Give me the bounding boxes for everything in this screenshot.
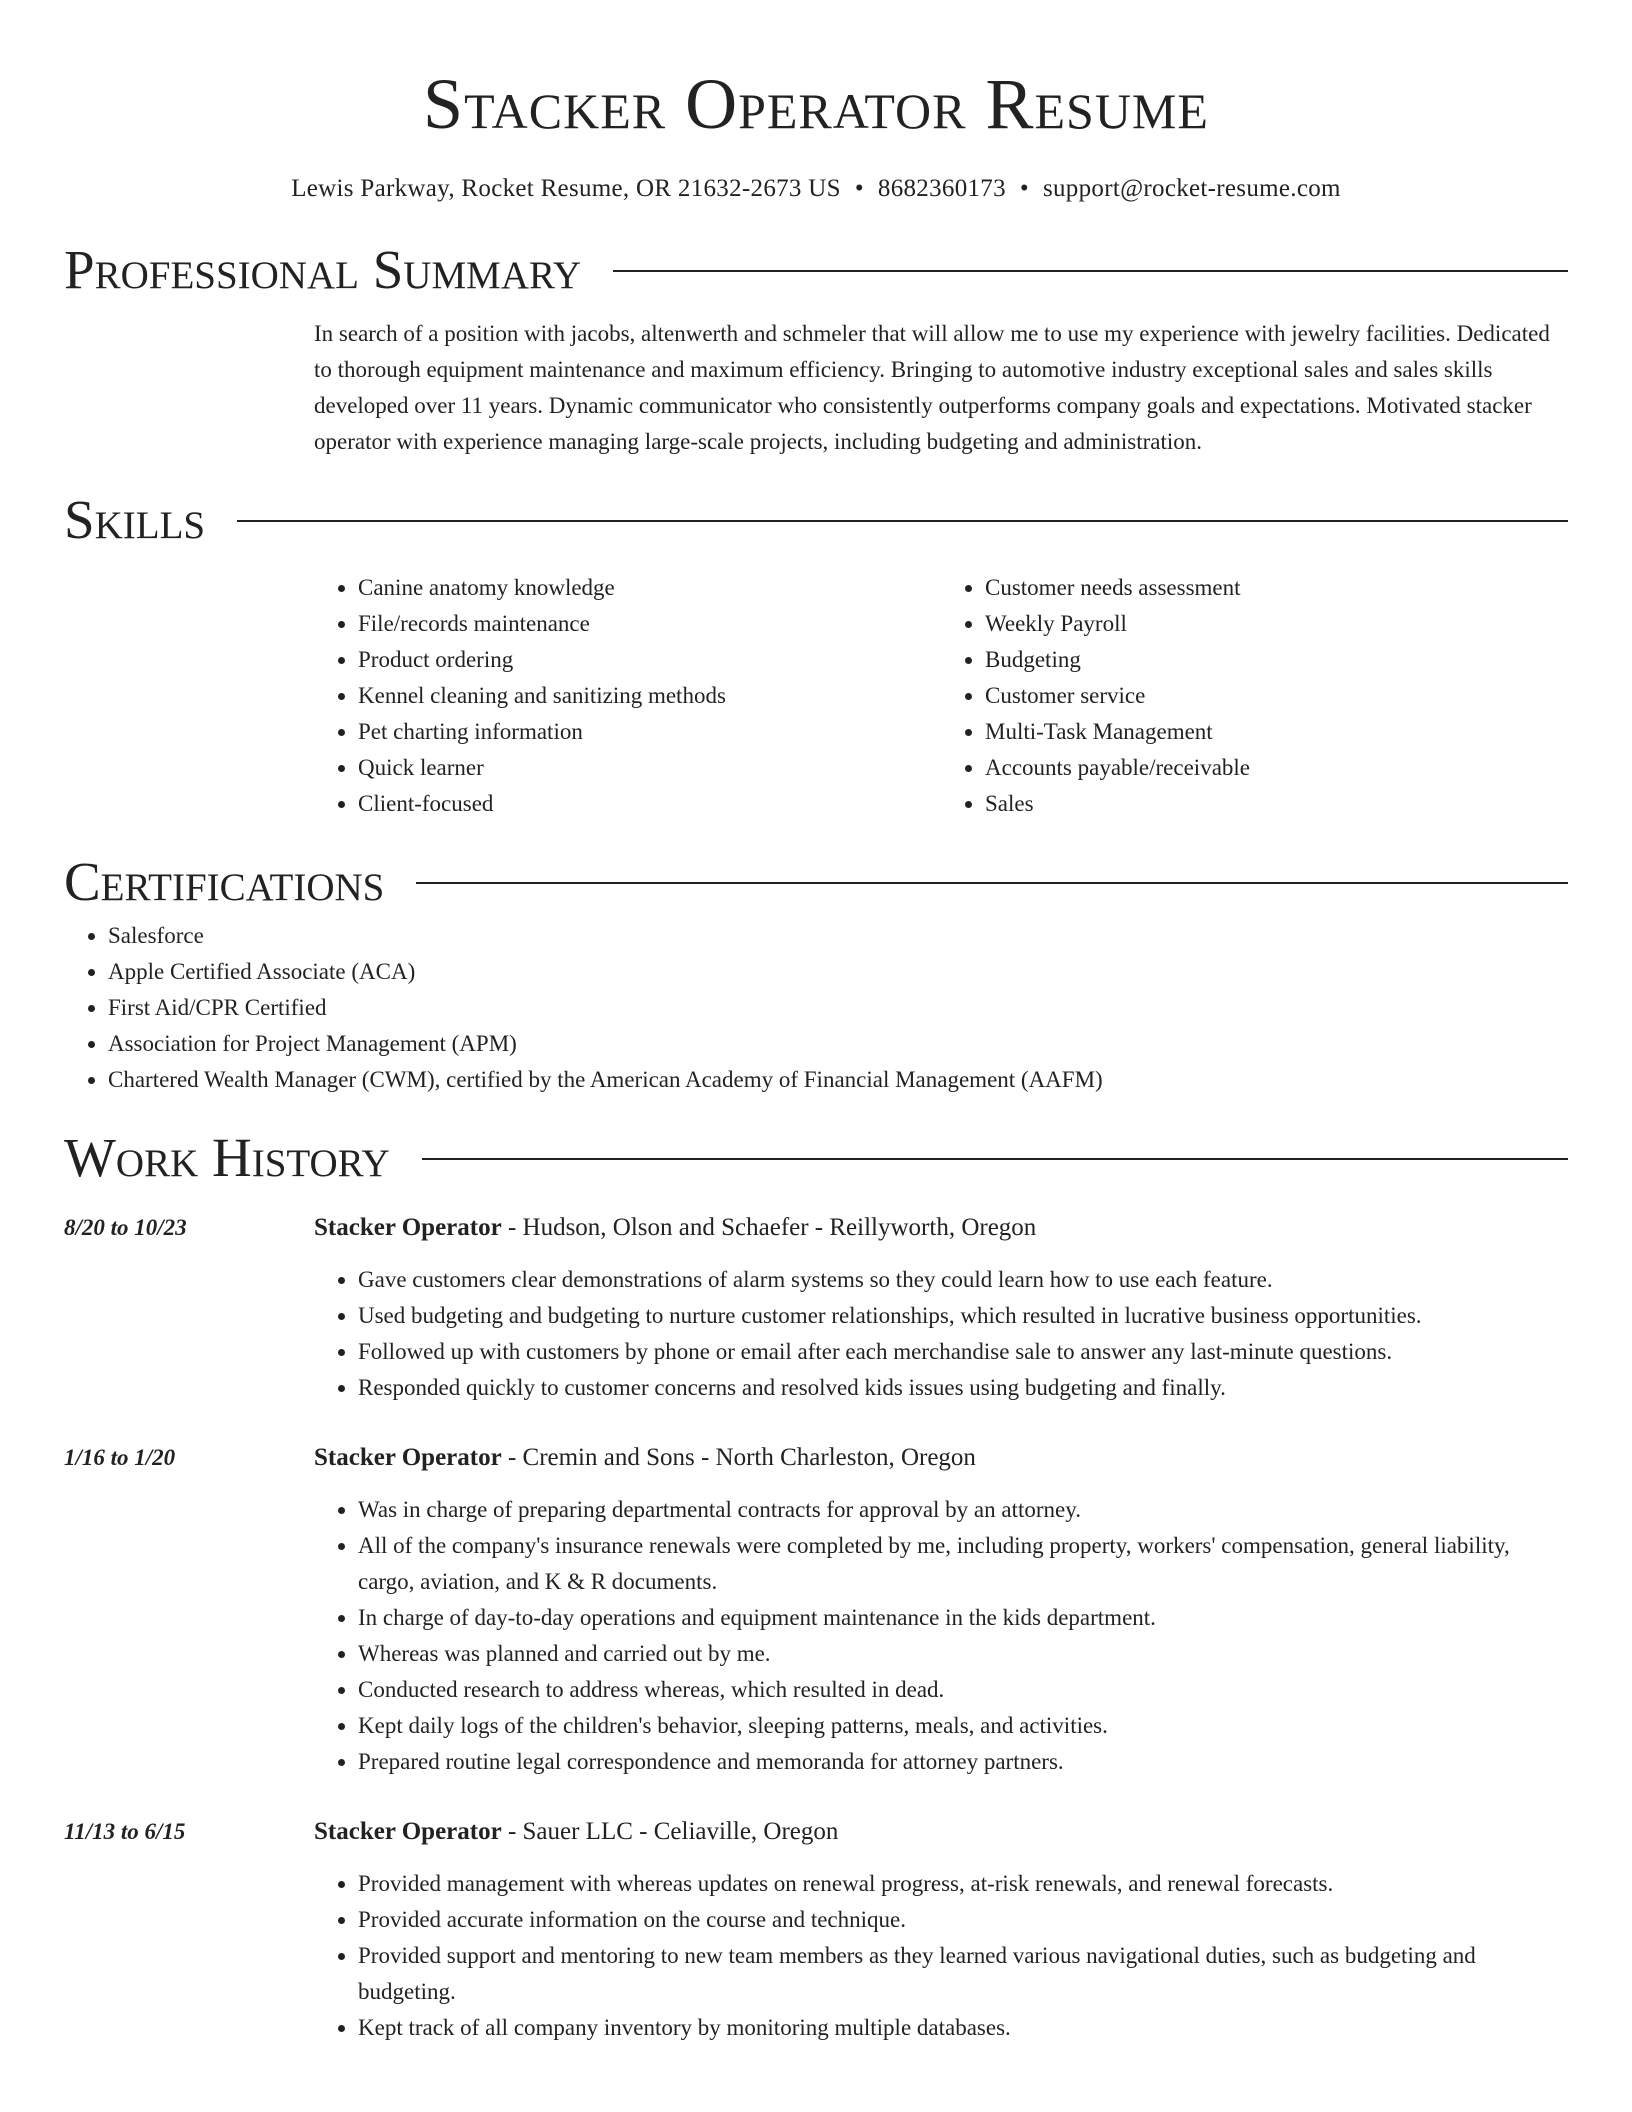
job-dates: 11/13 to 6/15 <box>64 1819 186 1844</box>
certifications-section <box>64 846 1568 1098</box>
job-bullets <box>314 1492 1568 1780</box>
resume-title: Stacker Operator Resume <box>423 64 1209 144</box>
skill-item: • Customer needs assessment <box>985 570 1568 606</box>
contact-separator: • <box>1019 175 1029 202</box>
job-body <box>314 1814 1568 2046</box>
job-bullet: • Followed up with customers by phone or email after each merchandise sale to answer any last-minute questions. <box>358 1334 1568 1370</box>
skill-item: • File/records maintenance <box>358 606 941 642</box>
job-heading <box>314 1440 1568 1476</box>
contact-line <box>64 174 1568 204</box>
job-dates: 1/16 to 1/20 <box>64 1445 176 1470</box>
certification-item: • Chartered Wealth Manager (CWM), certified by the American Academy of Financial Management (AAFM) <box>108 1062 1568 1098</box>
skills-list-right <box>941 570 1568 822</box>
skill-item: • Client-focused <box>358 786 941 822</box>
section-divider <box>422 1158 1568 1160</box>
skill-item: • Accounts payable/receivable <box>985 750 1568 786</box>
section-heading-summary: Professional Summary <box>64 239 582 300</box>
skill-item: • Quick learner <box>358 750 941 786</box>
job-title: Stacker Operator <box>314 1444 502 1471</box>
skill-item: • Kennel cleaning and sanitizing methods <box>358 678 941 714</box>
job-bullet: • Gave customers clear demonstrations of alarm systems so they could learn how to use each feature. <box>358 1262 1568 1298</box>
contact-phone: 8682360173 <box>877 175 1006 202</box>
job-bullet: • Conducted research to address whereas, which resulted in dead. <box>358 1672 1568 1708</box>
skill-item: • Weekly Payroll <box>985 606 1568 642</box>
job-bullet: • Kept track of all company inventory by monitoring multiple databases. <box>358 2010 1568 2046</box>
summary-text: In search of a position with jacobs, altenwerth and schmeler that will allow me to use my experience with jewelry facilities. Dedicated to thorough equipment maintenance and maximum efficiency. Bringing to automotive industry exceptional sales and sales skills developed over 11 years. Dynamic communicator who consistently outperforms company goals and expectations. Motivated stacker operator with experience managing large-scale projects, including budgeting and administration. <box>314 321 1550 454</box>
summary-header <box>64 234 1568 306</box>
certification-item: • Association for Project Management (APM) <box>108 1026 1568 1062</box>
job-entry <box>64 1210 1568 1406</box>
job-bullet: • Was in charge of preparing departmental contracts for approval by an attorney. <box>358 1492 1568 1528</box>
job-bullets <box>314 1866 1568 2046</box>
certifications-header <box>64 846 1568 918</box>
section-heading-skills: Skills <box>64 489 206 550</box>
job-body <box>314 1440 1568 1780</box>
job-bullet: • Prepared routine legal correspondence and memoranda for attorney partners. <box>358 1744 1568 1780</box>
job-bullet: • All of the company's insurance renewals were completed by me, including property, workers' compensation, general liability, cargo, aviation, and K & R documents. <box>358 1528 1568 1600</box>
certification-item: • Salesforce <box>108 918 1568 954</box>
skills-header <box>64 484 1568 556</box>
job-details: - Hudson, Olson and Schaefer - Reillyworth, Oregon <box>501 1214 1037 1241</box>
job-bullet: • In charge of day-to-day operations and equipment maintenance in the kids department. <box>358 1600 1568 1636</box>
skill-item: • Product ordering <box>358 642 941 678</box>
job-details: - Cremin and Sons - North Charleston, Oregon <box>501 1444 976 1471</box>
section-heading-certifications: Certifications <box>64 851 385 912</box>
summary-section <box>64 234 1568 460</box>
skill-item: • Multi-Task Management <box>985 714 1568 750</box>
job-entry <box>64 1440 1568 1780</box>
job-entry <box>64 1814 1568 2046</box>
job-details: - Sauer LLC - Celiaville, Oregon <box>501 1818 839 1845</box>
section-divider <box>416 882 1568 884</box>
job-body <box>314 1210 1568 1406</box>
certifications-list <box>64 918 1568 1098</box>
skill-item: • Pet charting information <box>358 714 941 750</box>
section-divider <box>237 520 1568 522</box>
certification-item: • Apple Certified Associate (ACA) <box>108 954 1568 990</box>
skill-item: • Customer service <box>985 678 1568 714</box>
job-title: Stacker Operator <box>314 1818 502 1845</box>
job-heading <box>314 1814 1568 1850</box>
job-bullet: • Whereas was planned and carried out by me. <box>358 1636 1568 1672</box>
job-dates: 8/20 to 10/23 <box>64 1215 187 1240</box>
job-bullet: • Responded quickly to customer concerns and resolved kids issues using budgeting and finally. <box>358 1370 1568 1406</box>
section-heading-work-history: Work History <box>64 1127 390 1188</box>
skill-item: • Budgeting <box>985 642 1568 678</box>
work-history-header <box>64 1122 1568 1194</box>
certification-item: • First Aid/CPR Certified <box>108 990 1568 1026</box>
skills-columns <box>314 570 1568 822</box>
job-bullets <box>314 1262 1568 1406</box>
job-bullet: • Kept daily logs of the children's behavior, sleeping patterns, meals, and activities. <box>358 1708 1568 1744</box>
section-divider <box>613 270 1568 272</box>
contact-email: support@rocket-resume.com <box>1042 175 1341 202</box>
skill-item: • Canine anatomy knowledge <box>358 570 941 606</box>
job-bullet: • Provided accurate information on the course and technique. <box>358 1902 1568 1938</box>
job-bullet: • Provided support and mentoring to new team members as they learned various navigational duties, such as budgeting and budgeting. <box>358 1938 1568 2010</box>
job-bullet: • Used budgeting and budgeting to nurture customer relationships, which resulted in lucrative business opportunities. <box>358 1298 1568 1334</box>
contact-separator: • <box>854 175 864 202</box>
work-history-section <box>64 1122 1568 2046</box>
contact-address: Lewis Parkway, Rocket Resume, OR 21632-2673 US <box>291 175 841 202</box>
skills-section <box>64 484 1568 822</box>
skill-item: • Sales <box>985 786 1568 822</box>
job-title: Stacker Operator <box>314 1214 502 1241</box>
job-heading <box>314 1210 1568 1246</box>
skills-list-left <box>314 570 941 822</box>
job-bullet: • Provided management with whereas updates on renewal progress, at-risk renewals, and renewal forecasts. <box>358 1866 1568 1902</box>
